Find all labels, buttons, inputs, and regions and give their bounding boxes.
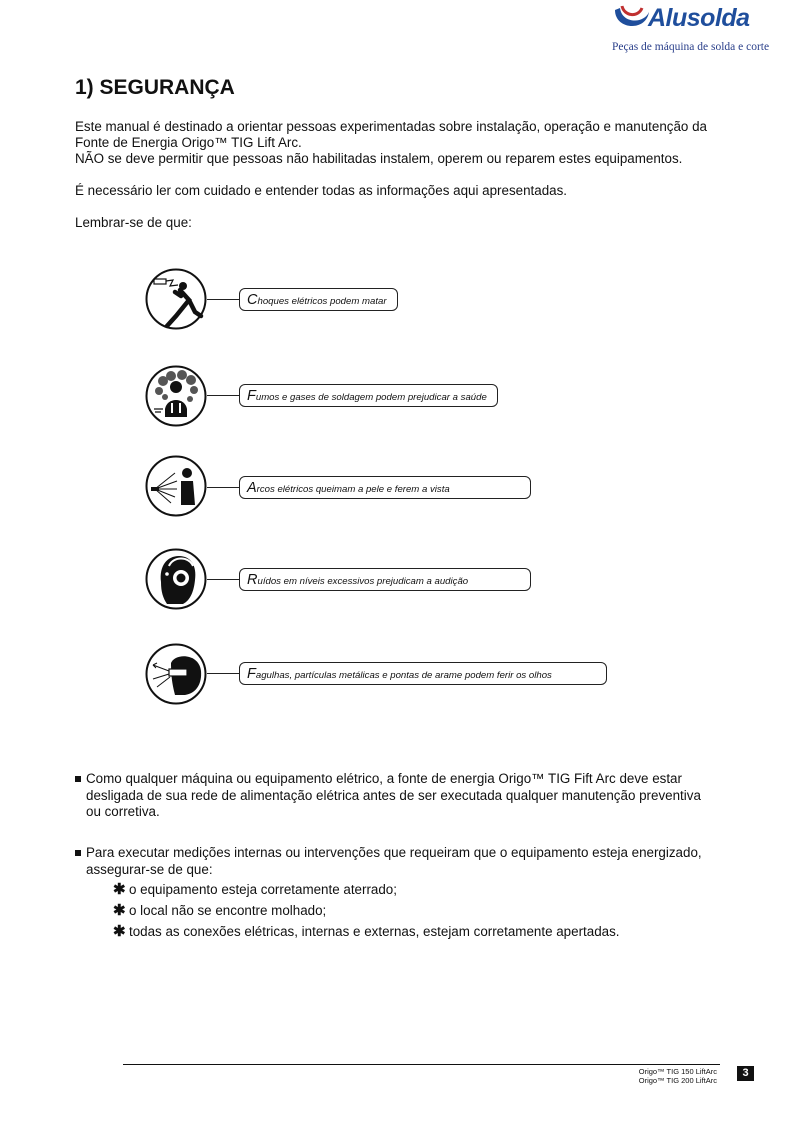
hazard-label-fumes: Fumos e gases de soldagem podem prejudicar a saúde bbox=[239, 384, 498, 407]
alusolda-logo bbox=[608, 2, 770, 56]
hazard-label-noise: Ruídos em níveis excessivos prejudicam a audição bbox=[239, 568, 531, 591]
hazard-label-sparks: Fagulhas, partículas metálicas e pontas de arame podem ferir os olhos bbox=[239, 662, 607, 685]
intro-line-1: Este manual é destinado a orientar pessoas experimentadas sobre instalação, operação e manutenção da bbox=[75, 119, 707, 134]
sub-item-dry: ✱ o local não se encontre molhado; bbox=[113, 902, 327, 919]
sparks-eye-icon bbox=[145, 643, 207, 705]
footer-model-names: Origo™ TIG 150 LiftArc Origo™ TIG 200 LiftArc bbox=[638, 1067, 717, 1085]
intro-line-4: É necessário ler com cuidado e entender todas as informações aqui apresentadas. bbox=[75, 183, 568, 198]
noise-hearing-icon bbox=[145, 548, 207, 610]
fumes-gases-icon bbox=[145, 365, 207, 427]
brand-tagline: Peças de máquina de solda e corte bbox=[612, 41, 770, 53]
electric-shock-icon bbox=[145, 268, 207, 330]
arc-rays-icon bbox=[145, 455, 207, 517]
swoosh-logo-icon bbox=[612, 2, 652, 38]
connector-line bbox=[207, 579, 239, 580]
intro-line-5: Lembrar-se de que: bbox=[75, 215, 192, 230]
brand-name: Alusolda bbox=[648, 4, 750, 32]
connector-line bbox=[207, 487, 239, 488]
connector-line bbox=[207, 673, 239, 674]
connector-line bbox=[207, 395, 239, 396]
sub-item-grounded: ✱ o equipamento esteja corretamente aterrado; bbox=[113, 881, 397, 898]
bullet-item-disconnect: Como qualquer máquina ou equipamento elétrico, a fonte de energia Origo™ TIG Fift Arc deve estar desligada de sua rede de alimentação elétrica antes de ser executada qualquer manutenção preventiva ou corretiva. bbox=[75, 771, 725, 821]
footer-divider bbox=[123, 1064, 720, 1065]
connector-line bbox=[207, 299, 239, 300]
asterisk-icon: ✱ bbox=[113, 902, 126, 919]
bullet-square-icon bbox=[75, 776, 81, 782]
page-number: 3 bbox=[737, 1066, 754, 1081]
section-title: 1) SEGURANÇA bbox=[75, 76, 235, 99]
bullet-square-icon bbox=[75, 850, 81, 856]
asterisk-icon: ✱ bbox=[113, 881, 126, 898]
sub-item-connections: ✱ todas as conexões elétricas, internas e externas, estejam corretamente apertadas. bbox=[113, 923, 620, 940]
intro-line-3: NÃO se deve permitir que pessoas não habilitadas instalem, operem ou reparem estes equipamentos. bbox=[75, 151, 683, 166]
bullet-item-energized: Para executar medições internas ou intervenções que requeiram que o equipamento esteja energizado, assegurar-se de que: bbox=[75, 845, 725, 878]
intro-line-2: Fonte de Energia Origo™ TIG Lift Arc. bbox=[75, 135, 302, 150]
hazard-label-shock: Choques elétricos podem matar bbox=[239, 288, 398, 311]
asterisk-icon: ✱ bbox=[113, 923, 126, 940]
hazard-label-arc: Arcos elétricos queimam a pele e ferem a vista bbox=[239, 476, 531, 499]
